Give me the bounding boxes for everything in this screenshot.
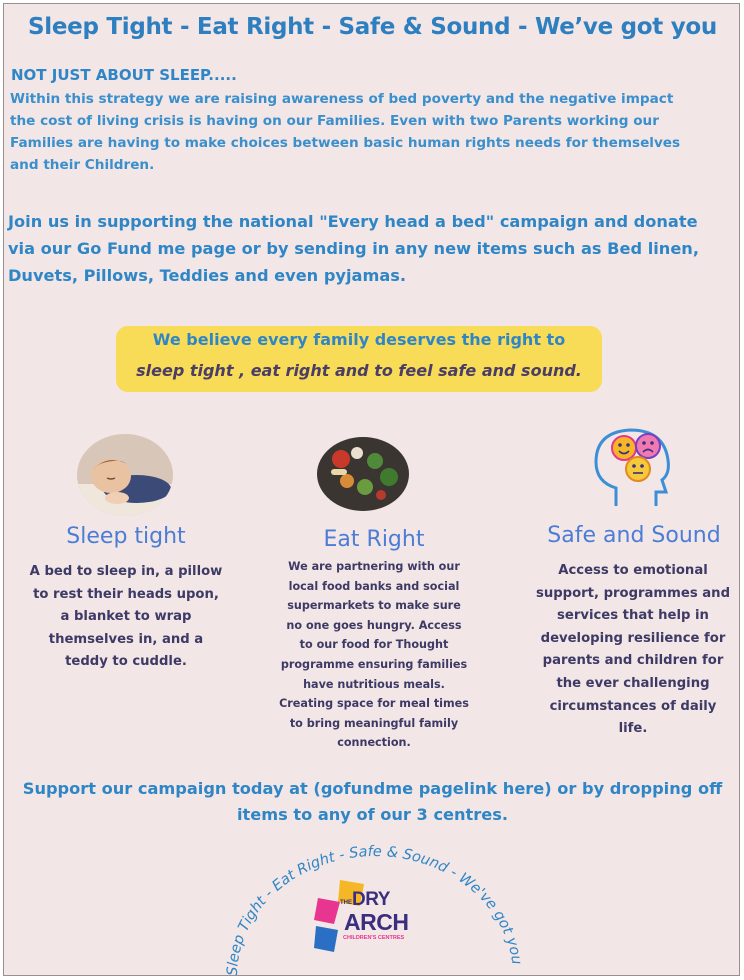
page-title: Sleep Tight - Eat Right - Safe & Sound - We’ve got you — [28, 14, 717, 40]
text-line: parents and children for — [542, 653, 724, 669]
intro-line: Within this strategy we are raising awareness of bed poverty and the negative impact — [10, 91, 674, 107]
text-line: teddy to cuddle. — [65, 654, 187, 670]
campaign-line: Join us in supporting the national "Every head a bed" campaign and donate — [8, 212, 698, 231]
emotions-head-icon — [586, 422, 682, 512]
intro-line: and their Children. — [10, 157, 155, 173]
intro-line: Families are having to make choices between basic human rights needs for themselves — [10, 135, 681, 151]
intro-line: the cost of living crisis is having on our Families. Even with two Parents working our — [10, 113, 659, 129]
text-line: circumstances of daily — [549, 698, 717, 714]
safe-and-sound-text — [526, 560, 740, 741]
text-line: to our food for Thought — [299, 638, 449, 652]
campaign-line: via our Go Fund me page or by sending in any new items such as Bed linen, — [8, 239, 699, 258]
text-line: life. — [618, 721, 648, 737]
text-line: We are partnering with our — [288, 560, 460, 573]
text-line: themselves in, and a — [48, 631, 204, 647]
flyer-page — [3, 3, 740, 976]
text-line: to bring meaningful family — [289, 716, 459, 730]
text-line: A bed to sleep in, a pillow — [29, 564, 223, 579]
support-call-to-action — [4, 776, 740, 828]
eat-right-text — [262, 557, 486, 753]
food-photo — [317, 437, 409, 511]
campaign-paragraph — [8, 208, 740, 289]
text-line: connection. — [337, 736, 411, 750]
support-line: Support our campaign today at (gofundme pagelink here) or by dropping off — [22, 779, 723, 798]
text-line: no one goes hungry. Access — [286, 618, 462, 632]
belief-line-2: sleep tight , eat right and to feel safe and sound. — [136, 361, 582, 380]
text-line: developing resilience for — [540, 630, 726, 646]
text-line: Creating space for meal times — [279, 697, 469, 711]
text-line: to rest their heads upon, — [33, 586, 219, 602]
intro-paragraph — [10, 88, 738, 176]
logo-tagline: CHILDREN'S CENTRES — [343, 935, 405, 941]
sleeping-child-photo — [77, 434, 173, 516]
eat-right-title: Eat Right — [323, 527, 425, 552]
sleep-tight-text — [20, 561, 232, 674]
text-line: a blanket to wrap — [60, 609, 192, 625]
arc-slogan-text: Sleep Tight - Eat Right - Safe & Sound - We've got you — [224, 843, 525, 977]
text-line: services that help in — [557, 608, 709, 624]
text-line: local food banks and social — [288, 579, 460, 593]
text-line: Access to emotional — [558, 563, 708, 578]
text-line: supermarkets to make sure — [287, 599, 461, 613]
text-line: support, programmes and — [535, 585, 731, 601]
text-line: have nutritious meals. — [303, 677, 445, 691]
logo-arch: ARCH — [344, 909, 409, 935]
safe-and-sound-title: Safe and Sound — [547, 523, 721, 548]
support-line: items to any of our 3 centres. — [236, 805, 509, 824]
text-line: the ever challenging — [556, 675, 710, 691]
logo-the: THE — [340, 900, 352, 906]
sleep-tight-title: Sleep tight — [66, 524, 186, 549]
campaign-line: Duvets, Pillows, Teddies and even pyjamas. — [8, 266, 407, 285]
belief-line-1: We believe every family deserves the right to — [152, 330, 566, 349]
logo-dry: DRY — [352, 889, 390, 910]
text-line: programme ensuring families — [280, 657, 468, 671]
subheading: NOT JUST ABOUT SLEEP..... — [11, 66, 237, 84]
